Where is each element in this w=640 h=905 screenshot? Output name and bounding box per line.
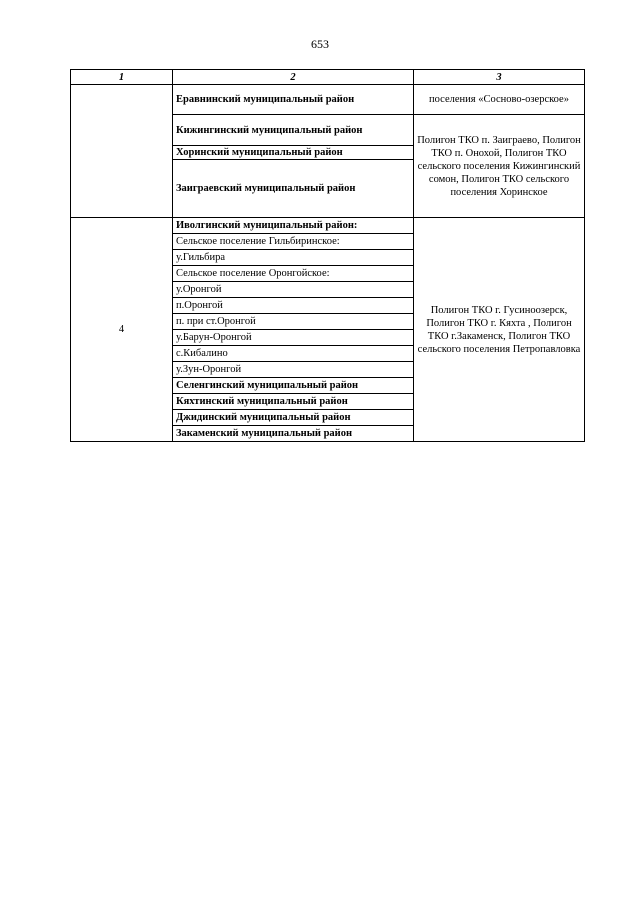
- district-cell: Закаменский муниципальный район: [173, 426, 414, 442]
- district-cell: у.Гильбира: [173, 250, 414, 266]
- district-cell: п. при ст.Оронгой: [173, 314, 414, 330]
- row-number-cell: [71, 85, 173, 218]
- district-cell: Сельское поселение Гильбиринское:: [173, 234, 414, 250]
- header-col-3: 3: [414, 70, 585, 85]
- landfill-table: [70, 69, 585, 442]
- district-cell: Селенгинский муниципальный район: [173, 378, 414, 394]
- header-col-2: 2: [173, 70, 414, 85]
- district-cell: Заиграевский муниципальный район: [173, 160, 414, 218]
- table-header-row: [71, 70, 585, 85]
- landfill-cell: поселения «Сосново-озерское»: [414, 85, 585, 115]
- district-cell: Кяхтинский муниципальный район: [173, 394, 414, 410]
- district-cell: Сельское поселение Оронгойское:: [173, 266, 414, 282]
- district-cell: с.Кибалино: [173, 346, 414, 362]
- landfill-cell: Полигон ТКО п. Заиграево, Полигон ТКО п. Онохой, Полигон ТКО сельского поселения Кижингинский сомон, Полигон ТКО сельского поселения Хоринское: [414, 115, 585, 218]
- table-row: [71, 218, 585, 234]
- page-number: 653: [311, 37, 329, 51]
- district-cell: у.Барун-Оронгой: [173, 330, 414, 346]
- district-cell: Джидинский муниципальный район: [173, 410, 414, 426]
- district-cell: у.Зун-Оронгой: [173, 362, 414, 378]
- header-col-1: 1: [71, 70, 173, 85]
- district-cell: Еравнинский муниципальный район: [173, 85, 414, 115]
- district-cell: у.Оронгой: [173, 282, 414, 298]
- district-cell: п.Оронгой: [173, 298, 414, 314]
- district-cell: Хоринский муниципальный район: [173, 146, 414, 160]
- table-row: [71, 85, 585, 115]
- district-cell: Кижингинский муниципальный район: [173, 115, 414, 146]
- district-cell: Иволгинский муниципальный район:: [173, 218, 414, 234]
- row-number-cell: 4: [71, 218, 173, 442]
- landfill-cell: Полигон ТКО г. Гусиноозерск, Полигон ТКО г. Кяхта , Полигон ТКО г.Закаменск, Полигон ТКО сельского поселения Петропавловка: [414, 218, 585, 442]
